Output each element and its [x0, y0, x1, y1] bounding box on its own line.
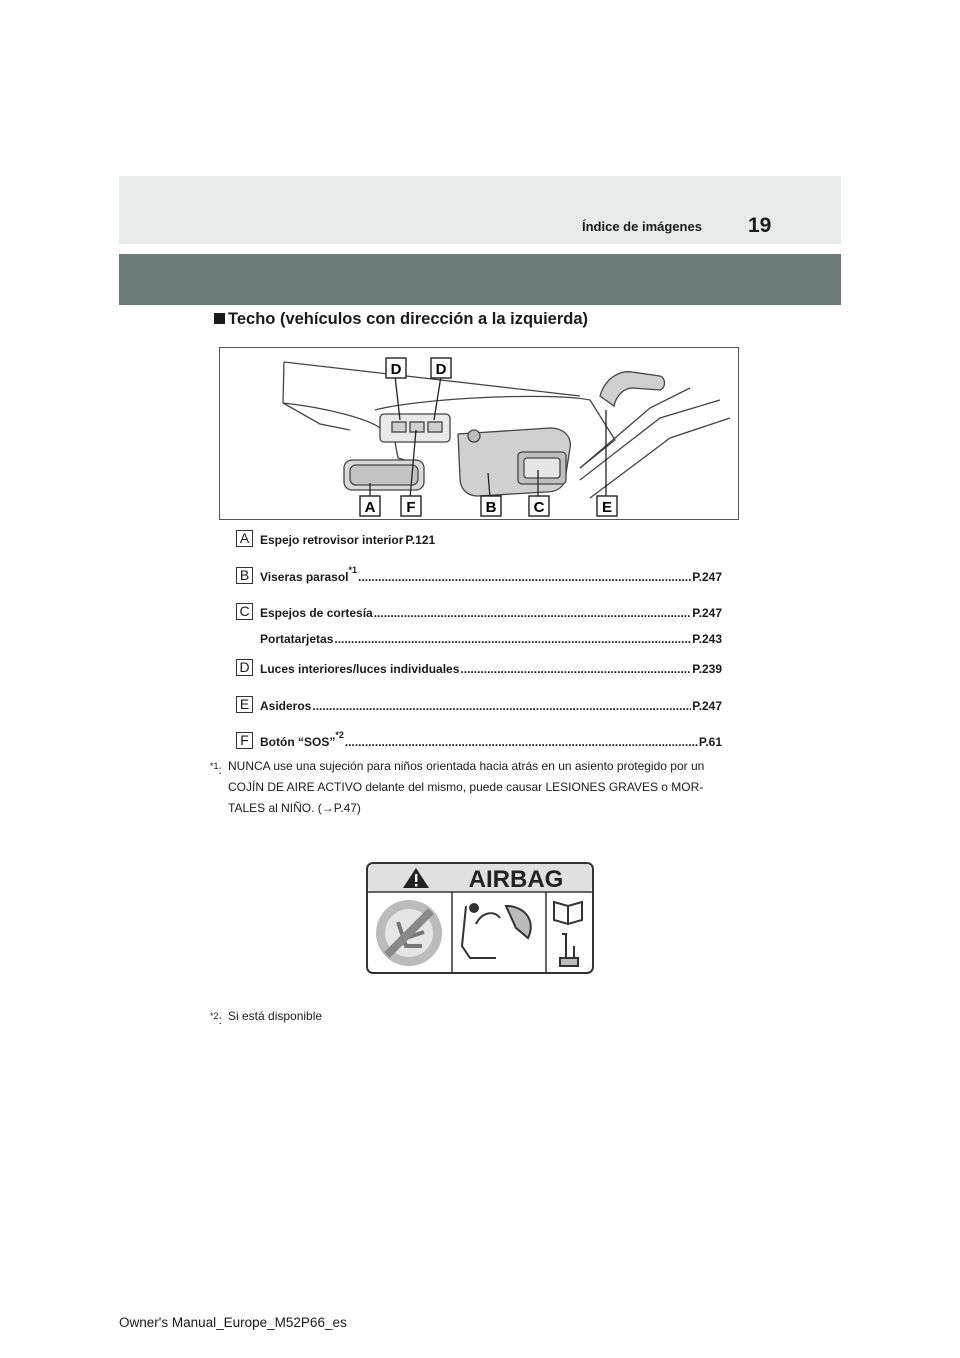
callout-c-label: C — [533, 499, 545, 516]
ceiling-illustration — [220, 348, 739, 520]
square-bullet-icon — [214, 313, 225, 324]
item-badge: F — [236, 732, 253, 749]
item-label: Portatarjetas — [260, 632, 334, 646]
item-label: Asideros — [260, 699, 312, 713]
callout-a-label: A — [364, 499, 376, 516]
callout-e-label: E — [601, 499, 613, 516]
no-rear-facing-seat-icon — [376, 900, 442, 966]
page-footer: Owner's Manual_Europe_M52P66_es — [119, 1315, 347, 1330]
ceiling-diagram — [219, 347, 739, 520]
item-badge: E — [236, 696, 253, 713]
list-item — [236, 659, 722, 679]
footnote-1: $^{*1}$: NUNCA use una sujeción para niños orientada hacia atrás en un asiento protegido por un COJÍN DE AIRE ACTIVO delante del mismo, puede causar LESIONES GRAVES o MOR- TALES al NIÑO. (→P.47) — [210, 759, 705, 815]
item-label: Viseras parasol — [260, 570, 349, 584]
item-page-ref[interactable]: P.247 — [692, 606, 722, 620]
item-page-ref[interactable]: P.247 — [692, 699, 722, 713]
list-item — [236, 629, 722, 649]
section-heading: Techo (vehículos con dirección a la izquierda) — [214, 310, 588, 329]
item-label: Botón “SOS” — [260, 735, 336, 749]
item-label: Espejo retrovisor interior — [260, 533, 404, 547]
callout-d-right-label: D — [435, 361, 447, 378]
item-page-ref[interactable]: P.239 — [692, 662, 722, 676]
item-label: Luces interiores/luces individuales — [260, 662, 460, 676]
callout-d-left-label: D — [390, 361, 402, 378]
item-page-ref[interactable]: P.121 — [405, 533, 436, 547]
callout-f-label: F — [406, 499, 416, 516]
list-item: B Viseras parasol *1 ..... P.247 — [236, 567, 722, 587]
list-item: F Botón “SOS” *2 ..... P.61 — [236, 732, 722, 752]
callout-b-label: B — [485, 499, 497, 516]
footnote-marker: *2 — [210, 1011, 219, 1021]
airbag-warning-label — [366, 862, 594, 974]
header-bar — [119, 254, 841, 305]
page-number: 19 — [748, 214, 772, 237]
item-page-ref[interactable]: P.61 — [698, 735, 722, 749]
list-item — [236, 603, 722, 623]
item-badge: D — [236, 659, 253, 676]
footnote-marker: *1 — [210, 761, 219, 771]
page-header — [119, 176, 841, 244]
airbag-title: AIRBAG — [468, 866, 564, 893]
item-page-ref[interactable]: P.243 — [692, 632, 722, 646]
item-badge: C — [236, 603, 253, 620]
list-item — [236, 696, 722, 716]
item-page-ref[interactable]: P.247 — [692, 570, 722, 584]
section-title: Índice de imágenes — [582, 219, 702, 234]
item-badge: A — [236, 530, 253, 547]
item-badge: B — [236, 567, 253, 584]
footnote-2: $^{*2}$: Si está disponible — [210, 1009, 323, 1027]
item-label: Espejos de cortesía — [260, 606, 373, 620]
